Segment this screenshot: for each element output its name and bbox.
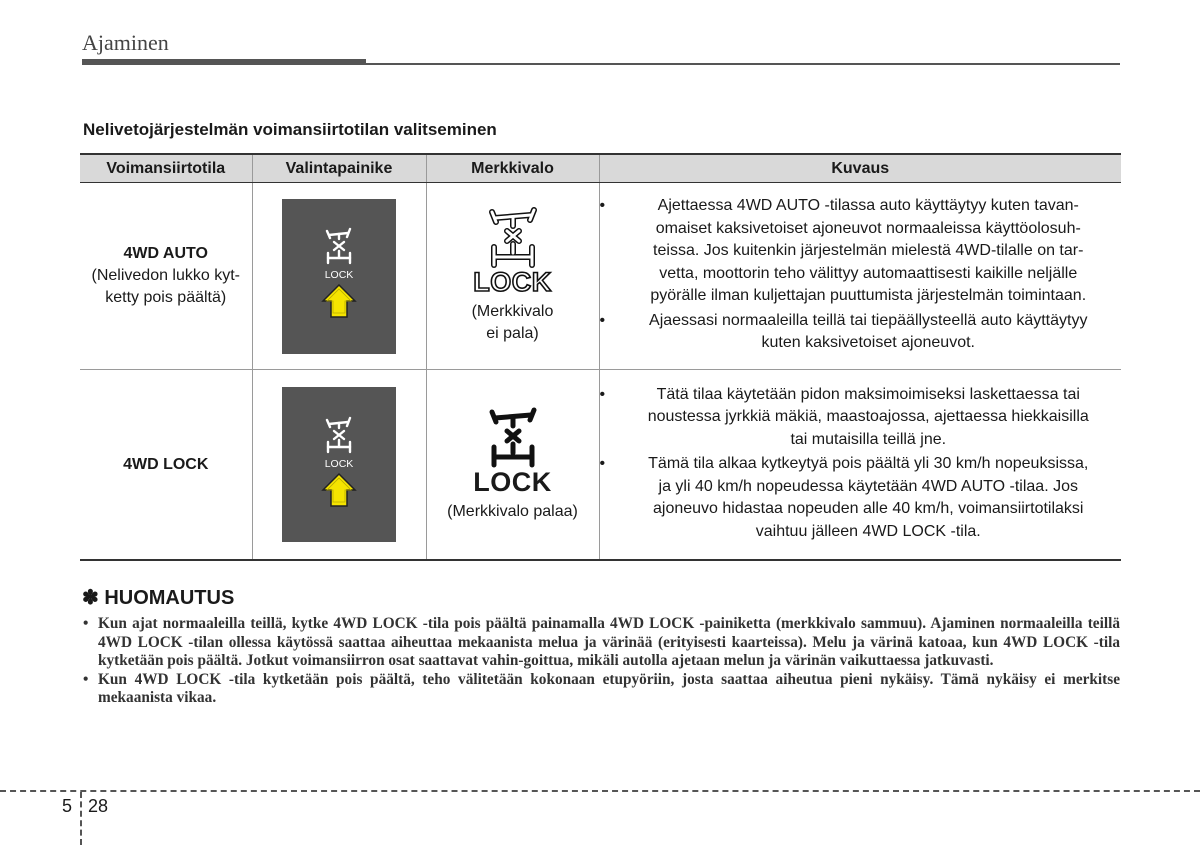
description-cell <box>599 183 1121 370</box>
description-cell <box>599 370 1121 561</box>
4wd-lock-switch-icon <box>317 225 361 327</box>
switch-label: LOCK <box>324 269 354 281</box>
description-item: • Ajettaessa 4WD AUTO -tilassa auto käyttäytyy kuten tavan- omaiset kaksivetoiset ajoneuvot normaaleissa käyttöolosuh- teissa. Jos kuitenkin järjestelmän mielestä 4WD-tilalle on tar- vetta, moottorin teho välittyy automaattisesti kaikille neljälle pyörälle ilman kuljettajan puuttumista järjestelmän toimintaan. <box>600 195 1122 308</box>
mode-name: 4WD LOCK <box>123 455 209 473</box>
table-row <box>80 183 1121 370</box>
4wd-lock-switch-button[interactable] <box>282 199 396 354</box>
4wd-lock-lamp-icon <box>485 407 541 469</box>
table-header-row <box>80 154 1121 183</box>
4wd-lock-switch-icon <box>317 414 361 516</box>
mode-name: 4WD AUTO <box>123 245 208 262</box>
column-header: Valintapainike <box>252 154 426 183</box>
4wd-lock-lamp-icon <box>485 207 541 269</box>
lamp-note: (Merkkivalo palaa) <box>447 502 578 520</box>
note-item: • Kun ajat normaaleilla teillä, kytke 4WD LOCK -tila pois päältä painamalla 4WD LOCK -painiketta (merkkivalo sammuu). Ajaminen normaaleilla teillä 4WD LOCK -tilan ollessa käytössä saattaa aiheuttaa mekaanista melua ja värinää (erityisesti kaarteissa). Melu ja värinä katoaa, kun 4WD LOCK -tila kytketään pois päältä. Jotkut voimansiirron osat saattavat vahin-goittua, mikäli autolla ajetaan melun ja värinän vaikuttaessa jatkuvasti. <box>82 615 1120 671</box>
mode-detail: (Nelivedon lukko kyt- ketty pois päältä) <box>91 267 240 306</box>
lamp-note: (Merkkivalo ei pala) <box>471 303 554 342</box>
lamp-cell <box>426 370 599 561</box>
4wd-lock-switch-button[interactable] <box>282 387 396 542</box>
note-section <box>82 585 1120 708</box>
column-header: Merkkivalo <box>426 154 599 183</box>
lamp-cell <box>426 183 599 370</box>
mode-cell <box>80 370 252 561</box>
header-rule <box>366 63 1120 65</box>
switch-label: LOCK <box>324 457 354 470</box>
description-item: • Tätä tilaa käytetään pidon maksimoimiseksi laskettaessa tai noustessa jyrkkiä mäkiä, maastoajossa, ajettaessa hiekkaisilla tai mutaisilla teillä jne. <box>600 384 1122 452</box>
switch-cell <box>252 183 426 370</box>
mode-cell <box>80 183 252 370</box>
table-row <box>80 370 1121 561</box>
switch-cell <box>252 370 426 561</box>
column-header: Kuvaus <box>599 154 1121 183</box>
page-header-title: Ajaminen <box>82 30 169 55</box>
lamp-lock-label: LOCK <box>473 267 552 297</box>
note-item: • Kun 4WD LOCK -tila kytketään pois päältä, teho välitetään kokonaan etupyöriin, josta saattaa aiheutua pieni nykäisy. Tämä nykäisy ei merkitse mekaanista vikaa. <box>82 671 1120 708</box>
description-item: • Tämä tila alkaa kytkeytyä pois päältä yli 30 km/h nopeuksissa, ja yli 40 km/h nopeudessa käytetään 4WD AUTO -tilaa. Jos ajoneuvo hidastaa nopeuden alle 40 km/h, voimansiirtotilaksi vaihtuu jälleen 4WD LOCK -tila. <box>600 453 1122 543</box>
page-number: 28 <box>88 796 109 816</box>
header-bar <box>82 59 366 65</box>
section-title: Nelivetojärjestelmän voimansiirtotilan valitseminen <box>83 120 497 139</box>
lamp-lock-label: LOCK <box>473 466 552 497</box>
description-item: • Ajaessasi normaaleilla teillä tai tiepäällysteellä auto käyttäytyy kuten kaksivetoiset ajoneuvot. <box>600 310 1122 355</box>
footer-rule <box>0 790 1200 792</box>
drive-mode-table <box>80 153 1121 561</box>
note-title: ✽ HUOMAUTUS <box>82 587 235 609</box>
column-header: Voimansiirtotila <box>80 154 252 183</box>
chapter-number: 5 <box>62 796 73 816</box>
footer-divider <box>80 792 82 845</box>
